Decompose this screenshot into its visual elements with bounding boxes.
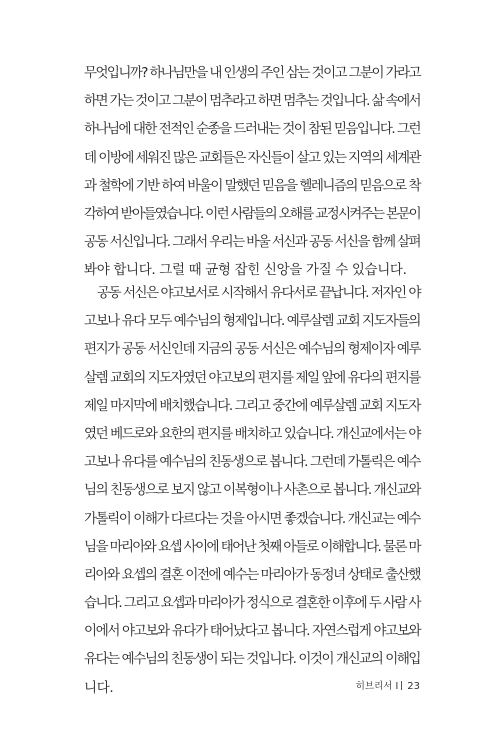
text-line: 데 이방에 세워진 많은 교회들은 자신들이 살고 있는 지역의 세계관 [84,149,420,166]
text-line: 하면 가는 것이고 그분이 멈추라고 하면 멈추는 것입니다. 삶 속에서 [84,93,420,110]
text-line: 였던 베드로와 요한의 편지를 배치하고 있습니다. 개신교에서는 야 [84,425,420,442]
text-line: 리아와 요셉의 결혼 이전에 예수는 마리아가 동정녀 상태로 출산했 [84,566,420,583]
text-line: 하나님에 대한 전적인 순종을 드러내는 것이 참된 믿음입니다. 그런 [84,121,420,138]
paragraph-2 [84,279,420,702]
text-line: 니다. [84,679,114,696]
text-line: 고보나 유다를 예수님의 친동생으로 봅니다. 그런데 가톨릭은 예수 [84,454,420,471]
text-line: 님을 마리아와 요셉 사이에 태어난 첫째 아들로 이해합니다. 물론 마 [84,538,420,555]
text-line: 가톨릭이 이해가 다르다는 것을 아시면 좋겠습니다. 개신교는 예수 [84,510,420,527]
text-line: 살렘 교회의 지도자였던 야고보의 편지를 제일 앞에 유다의 편지를 [84,369,420,386]
footer-divider [401,681,402,690]
text-line: 고보나 유다 모두 예수님의 형제입니다. 예루살렘 교회 지도자들의 [84,313,420,330]
paragraph-1 [84,59,420,285]
text-line: 제일 마지막에 배치했습니다. 그리고 중간에 예루살렘 교회 지도자 [84,397,420,414]
text-line: 봐야 합니다. 그럴 때 균형 잡힌 신앙을 가질 수 있습니다. [84,262,407,279]
page-number: 23 [407,681,420,692]
text-line: 각하여 받아들였습니다. 이런 사람들의 오해를 교정시켜주는 본문이 [84,205,420,222]
page-footer [356,679,420,695]
text-line-indented: 공동 서신은 야고보서로 시작해서 유다서로 끝납니다. 저자인 야 [97,285,420,301]
running-title: 히브리서 I [355,681,399,692]
text-line: 이에서 야고보와 유다가 태어났다고 봅니다. 자연스럽게 야고보와 [84,623,421,640]
text-line: 유다는 예수님의 친동생이 되는 것입니다. 이것이 개신교의 이해입 [84,651,420,668]
text-line: 과 철학에 기반 하여 바울이 말했던 믿음을 헬레니즘의 믿음으로 착 [84,177,420,194]
text-line: 공동 서신입니다. 그래서 우리는 바울 서신과 공동 서신을 함께 살펴 [84,234,420,251]
text-line: 님의 친동생으로 보지 않고 이복형이나 사촌으로 봅니다. 개신교와 [84,482,420,499]
text-line: 무엇입니까? 하나님만을 내 인생의 주인 삼는 것이고 그분이 가라고 [84,65,421,81]
text-line: 습니다. 그리고 요셉과 마리아가 정식으로 결혼한 이후에 두 사람 사 [84,595,420,612]
text-line: 편지가 공동 서신인데 지금의 공동 서신은 예수님의 형제이자 예루 [84,341,420,358]
